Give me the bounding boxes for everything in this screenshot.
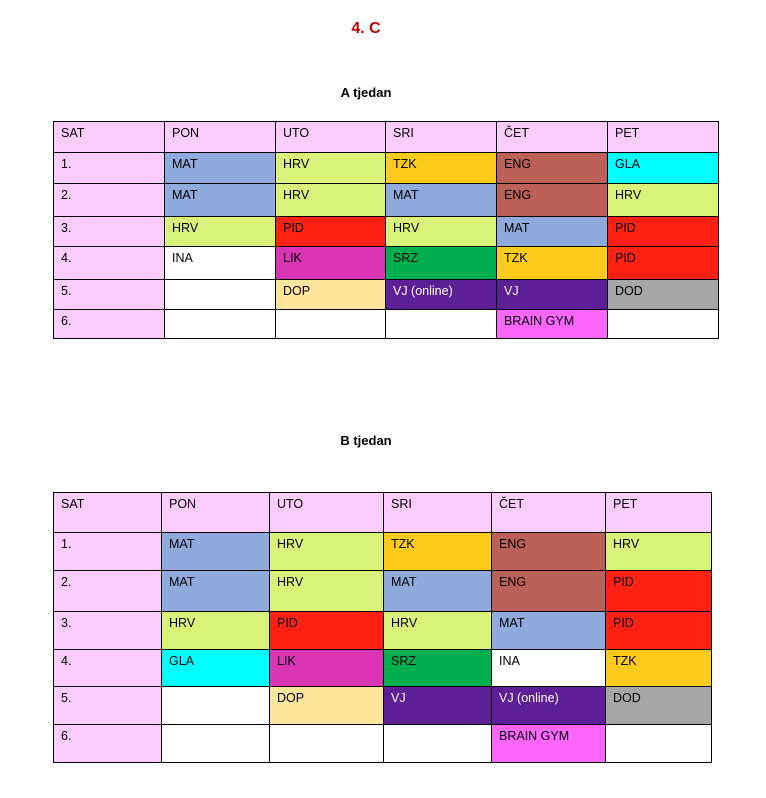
table-row (54, 153, 719, 184)
empty-cell (608, 310, 719, 339)
period-number: 6. (54, 310, 165, 339)
subject-cell: PID (270, 612, 384, 650)
subject-cell: HRV (270, 533, 384, 571)
table-row (54, 247, 719, 280)
empty-cell (165, 280, 276, 310)
empty-cell (270, 725, 384, 763)
subject-cell: DOP (270, 687, 384, 725)
empty-cell (386, 310, 497, 339)
subject-cell: HRV (276, 153, 386, 184)
table-row (54, 310, 719, 339)
period-number: 3. (54, 217, 165, 247)
subject-cell: ENG (497, 184, 608, 217)
subject-cell: MAT (492, 612, 606, 650)
subject-cell: VJ (384, 687, 492, 725)
subject-cell: PID (608, 247, 719, 280)
subject-cell: MAT (162, 571, 270, 612)
period-number: 1. (54, 533, 162, 571)
week-b-title: B tjedan (340, 433, 392, 448)
subject-cell: VJ (online) (386, 280, 497, 310)
subject-cell: HRV (165, 217, 276, 247)
header-sat: SAT (54, 493, 162, 533)
empty-cell (162, 687, 270, 725)
page-title: 4. C (351, 20, 381, 37)
header-row (54, 122, 719, 153)
period-number: 6. (54, 725, 162, 763)
table-row (54, 612, 712, 650)
subject-cell: ENG (492, 533, 606, 571)
subject-cell: ENG (492, 571, 606, 612)
week-a-title: A tjedan (340, 85, 392, 100)
subject-cell: HRV (606, 533, 712, 571)
header-day: SRI (386, 122, 497, 153)
subject-cell: SRZ (386, 247, 497, 280)
subject-cell: TZK (386, 153, 497, 184)
subject-cell: MAT (162, 533, 270, 571)
subject-cell: HRV (270, 571, 384, 612)
subject-cell: VJ (497, 280, 608, 310)
period-number: 2. (54, 184, 165, 217)
subject-cell: INA (165, 247, 276, 280)
period-number: 5. (54, 687, 162, 725)
empty-cell (606, 725, 712, 763)
subject-cell: PID (606, 571, 712, 612)
header-day: PET (606, 493, 712, 533)
period-number: 5. (54, 280, 165, 310)
table-row (54, 280, 719, 310)
subject-cell: TZK (606, 650, 712, 687)
timetable-week-b (53, 492, 712, 763)
subject-cell: TZK (384, 533, 492, 571)
empty-cell (276, 310, 386, 339)
period-number: 2. (54, 571, 162, 612)
subject-cell: HRV (276, 184, 386, 217)
subject-cell: HRV (608, 184, 719, 217)
subject-cell: MAT (165, 184, 276, 217)
subject-cell: INA (492, 650, 606, 687)
subject-cell: DOD (606, 687, 712, 725)
subject-cell: PID (608, 217, 719, 247)
empty-cell (384, 725, 492, 763)
header-day: SRI (384, 493, 492, 533)
subject-cell: GLA (162, 650, 270, 687)
subject-cell: HRV (386, 217, 497, 247)
period-number: 4. (54, 247, 165, 280)
subject-cell: TZK (497, 247, 608, 280)
table-row (54, 687, 712, 725)
empty-cell (165, 310, 276, 339)
subject-cell: PID (606, 612, 712, 650)
subject-cell: HRV (384, 612, 492, 650)
table-row (54, 725, 712, 763)
subject-cell: MAT (165, 153, 276, 184)
subject-cell: DOD (608, 280, 719, 310)
subject-cell: PID (276, 217, 386, 247)
period-number: 3. (54, 612, 162, 650)
header-day: PON (162, 493, 270, 533)
header-row (54, 493, 712, 533)
subject-cell: LIK (270, 650, 384, 687)
table-row (54, 184, 719, 217)
subject-cell: VJ (online) (492, 687, 606, 725)
header-day: ČET (492, 493, 606, 533)
table-row (54, 650, 712, 687)
period-number: 1. (54, 153, 165, 184)
period-number: 4. (54, 650, 162, 687)
header-sat: SAT (54, 122, 165, 153)
subject-cell: MAT (497, 217, 608, 247)
header-day: PON (165, 122, 276, 153)
header-day: ČET (497, 122, 608, 153)
subject-cell: LIK (276, 247, 386, 280)
subject-cell: BRAIN GYM (497, 310, 608, 339)
subject-cell: SRZ (384, 650, 492, 687)
subject-cell: HRV (162, 612, 270, 650)
table-row (54, 217, 719, 247)
timetable-week-a (53, 121, 719, 339)
subject-cell: ENG (497, 153, 608, 184)
subject-cell: BRAIN GYM (492, 725, 606, 763)
subject-cell: DOP (276, 280, 386, 310)
subject-cell: MAT (386, 184, 497, 217)
empty-cell (162, 725, 270, 763)
table-row (54, 571, 712, 612)
table-row (54, 533, 712, 571)
header-day: UTO (276, 122, 386, 153)
subject-cell: GLA (608, 153, 719, 184)
header-day: PET (608, 122, 719, 153)
subject-cell: MAT (384, 571, 492, 612)
header-day: UTO (270, 493, 384, 533)
